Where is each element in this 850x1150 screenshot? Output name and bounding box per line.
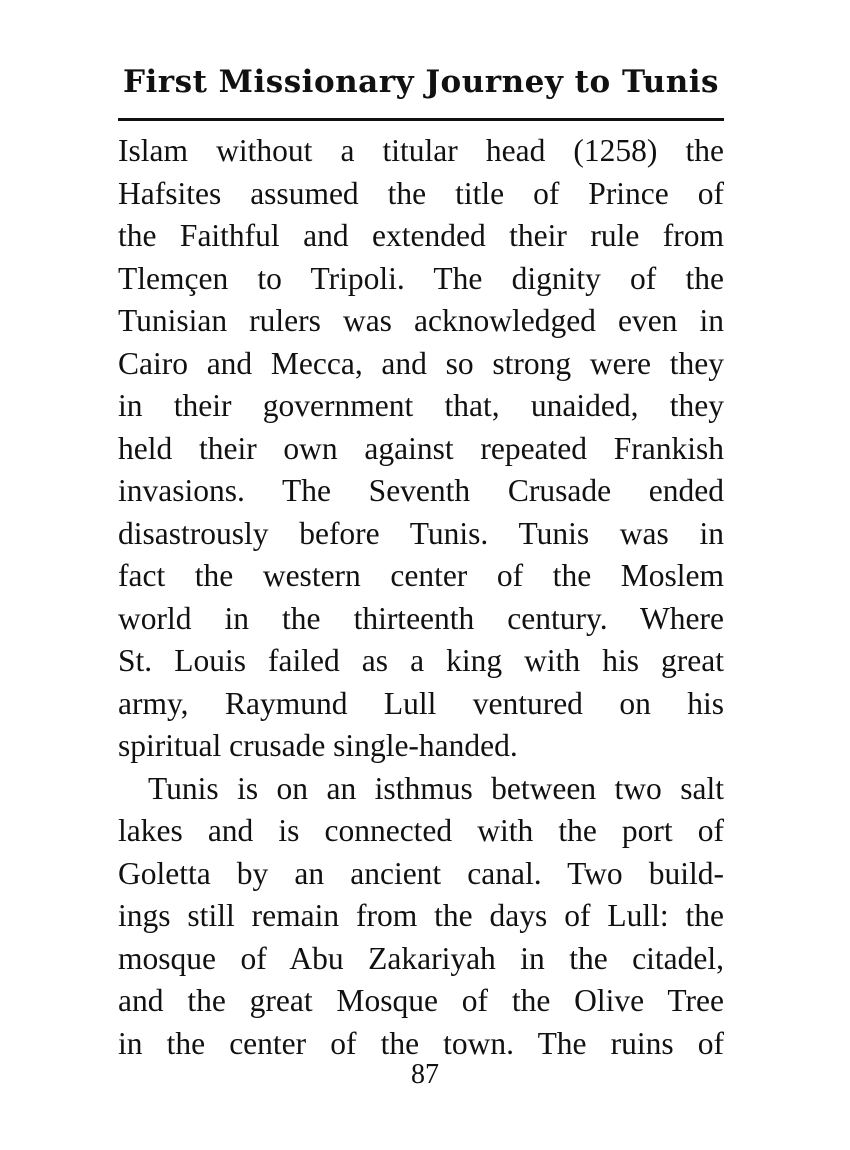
paragraph-2 bbox=[118, 768, 724, 1066]
text-line: Hafsites assumed the title of Prince of bbox=[118, 175, 724, 211]
text-line: the Faithful and extended their rule from bbox=[118, 218, 724, 253]
text-line: mosque of Abu Zakariyah in the citadel, bbox=[118, 940, 724, 976]
page-number: 87 bbox=[411, 1059, 439, 1090]
paragraph-1 bbox=[118, 130, 724, 768]
running-head: First Missionary Journey to Tunis bbox=[123, 64, 719, 100]
text-line: spiritual crusade single-handed. bbox=[118, 728, 518, 763]
text-line: lakes and is connected with the port of bbox=[118, 813, 724, 848]
text-line: ings still remain from the days of Lull: the bbox=[118, 898, 724, 933]
text-line: disastrously before Tunis. Tunis was in bbox=[118, 515, 724, 551]
text-line: world in the thirteenth century. Where bbox=[118, 600, 724, 636]
text-line: and the great Mosque of the Olive Tree bbox=[118, 983, 724, 1018]
text-line: fact the western center of the Moslem bbox=[118, 558, 724, 593]
text-line: Cairo and Mecca, and so strong were they bbox=[118, 345, 724, 381]
text-line: Tunis is on an isthmus between two salt bbox=[148, 770, 724, 806]
text-line: Goletta by an ancient canal. Two build- bbox=[118, 855, 724, 891]
text-line: army, Raymund Lull ventured on his bbox=[118, 685, 724, 721]
text-line: Islam without a titular head (1258) the bbox=[118, 133, 724, 168]
text-line: in the center of the town. The ruins of bbox=[118, 1025, 724, 1061]
text-line: Tunisian rulers was acknowledged even in bbox=[118, 303, 724, 338]
text-line: Tlemçen to Tripoli. The dignity of the bbox=[118, 260, 724, 296]
text-line: held their own against repeated Frankish bbox=[118, 430, 724, 466]
text-line: invasions. The Seventh Crusade ended bbox=[118, 473, 724, 508]
text-line: St. Louis failed as a king with his great bbox=[118, 643, 724, 678]
text-line: in their government that, unaided, they bbox=[118, 388, 724, 423]
header-rule bbox=[118, 118, 724, 121]
body-text bbox=[118, 130, 724, 1065]
